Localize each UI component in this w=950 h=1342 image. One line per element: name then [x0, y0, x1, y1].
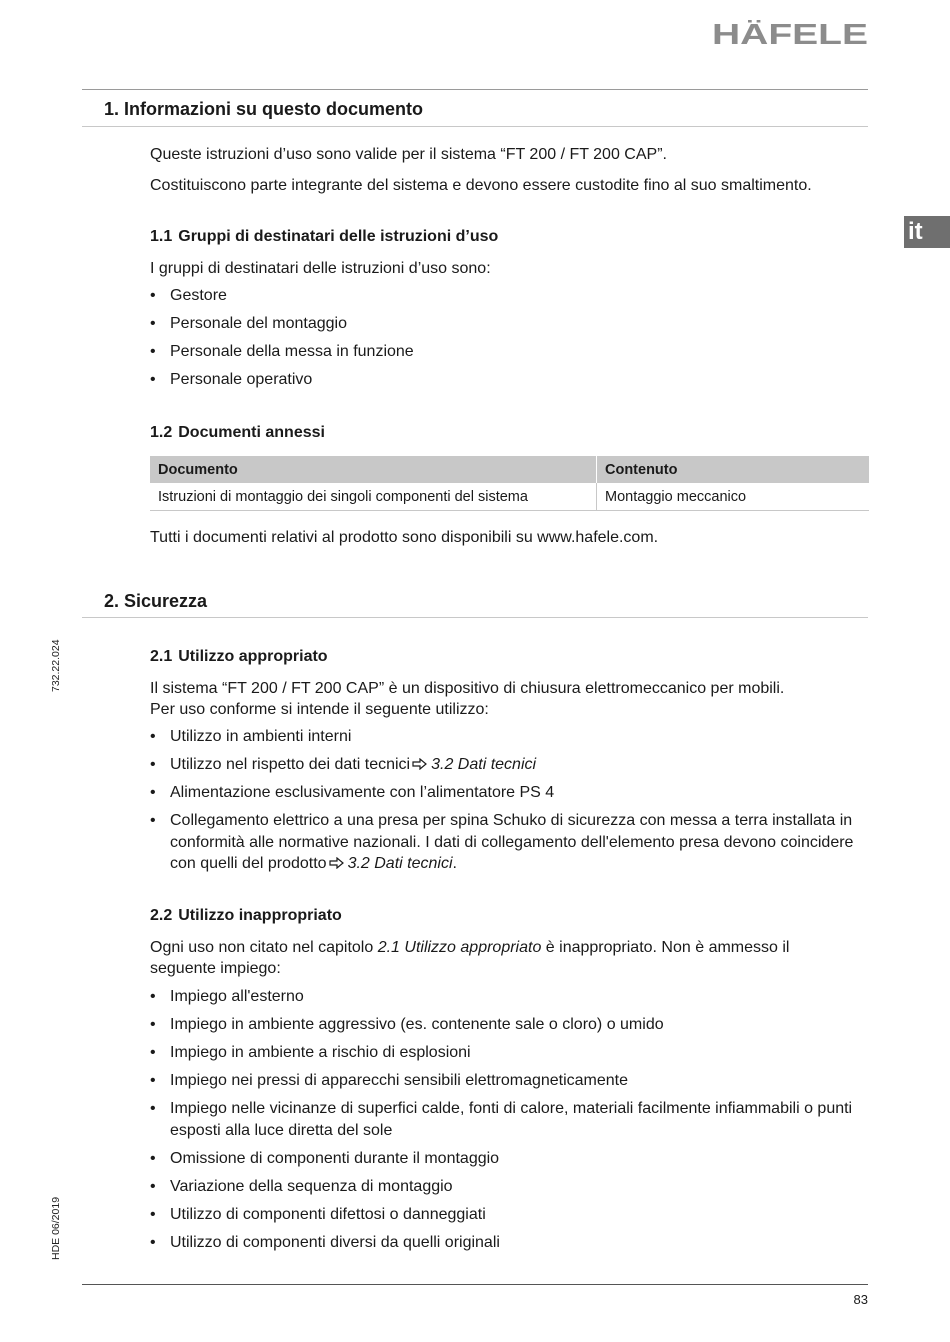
subsection-1-1-intro: I gruppi di destinatari delle istruzioni d’uso sono:: [150, 260, 491, 277]
section1-paragraph-1: Queste istruzioni d’uso sono valide per il sistema “FT 200 / FT 200 CAP”.: [150, 146, 667, 163]
list-item: • Utilizzo in ambienti interni: [150, 726, 870, 748]
hafele-logo: [712, 20, 868, 46]
section2-bottom-rule: [82, 617, 868, 618]
arrow-right-icon: [329, 853, 345, 875]
list-item: [150, 754, 870, 776]
subsection-number: 1.2: [150, 424, 173, 441]
subsection-2-1-intro: [150, 678, 870, 720]
inappropriate-use-list: [150, 986, 870, 1260]
subsection-number: 2.2: [150, 907, 173, 924]
subsection-number: 2.1: [150, 648, 173, 665]
intro-line-2: Per uso conforme si intende il seguente utilizzo:: [150, 701, 489, 718]
subsection-2-2-heading: [150, 907, 342, 925]
intro-line-1: Il sistema “FT 200 / FT 200 CAP” è un dispositivo di chiusura elettromeccanico per mobili.: [150, 680, 785, 697]
list-item: • Variazione della sequenza di montaggio: [150, 1176, 870, 1198]
page-number: 83: [853, 1292, 868, 1307]
intro-text: è inappropriato. Non è ammesso il seguente impiego:: [150, 939, 790, 977]
list-item-end: .: [452, 855, 457, 872]
list-item: • Impiego nelle vicinanze di superfici calde, fonti di calore, materiali facilmente infiammabili o punti esposti alla luce diretta del sole: [150, 1098, 870, 1141]
list-item: • Utilizzo di componenti difettosi o danneggiati: [150, 1204, 870, 1226]
cross-reference-link[interactable]: 3.2 Dati tecnici: [347, 855, 453, 872]
list-item: • Omissione di componenti durante il montaggio: [150, 1148, 870, 1170]
logo-text: HÄFELE: [712, 20, 828, 46]
table-cell: Montaggio meccanico: [597, 483, 870, 511]
documents-table: [150, 456, 869, 511]
doc-number-label: 732.22.024: [50, 639, 62, 692]
target-groups-list: [150, 285, 870, 397]
footer-rule: [82, 1284, 868, 1285]
list-item: [150, 810, 870, 875]
list-item: • Impiego nei pressi di apparecchi sensibili elettromagneticamente: [150, 1070, 870, 1092]
list-item: • Personale della messa in funzione: [150, 341, 870, 363]
arrow-right-icon: [412, 754, 428, 776]
subsection-title: Utilizzo appropriato: [178, 648, 328, 665]
list-item: • Impiego in ambiente a rischio di esplosioni: [150, 1042, 870, 1064]
list-item: • Personale del montaggio: [150, 313, 870, 335]
table-row: [150, 483, 869, 511]
subsection-title: Documenti annessi: [178, 424, 325, 441]
subsection-2-1-heading: [150, 648, 328, 666]
list-item: • Utilizzo di componenti diversi da quelli originali: [150, 1232, 870, 1254]
subsection-number: 1.1: [150, 228, 173, 245]
list-item: • Impiego in ambiente aggressivo (es. contenente sale o cloro) o umido: [150, 1014, 870, 1036]
section1-top-rule: [82, 89, 868, 90]
intro-text: Ogni uso non citato nel capitolo: [150, 939, 378, 956]
edition-label: HDE 06/2019: [50, 1196, 62, 1260]
subsection-title: Utilizzo inappropriato: [178, 907, 342, 924]
list-item: • Gestore: [150, 285, 870, 307]
appropriate-use-list: [150, 726, 870, 881]
section1-title: 1. Informazioni su questo documento: [104, 99, 424, 119]
subsection-1-2-heading: [150, 424, 325, 442]
list-item: • Alimentazione esclusivamente con l’alimentatore PS 4: [150, 782, 870, 804]
cross-reference-link[interactable]: 3.2 Dati tecnici: [431, 756, 537, 773]
section1-bottom-rule: [82, 126, 868, 127]
table-header-cell: Documento: [150, 456, 597, 483]
language-tab: it: [904, 216, 950, 248]
section2-title: 2. Sicurezza: [104, 591, 208, 611]
list-item-text: Utilizzo nel rispetto dei dati tecnici: [170, 756, 411, 773]
documents-note: Tutti i documenti relativi al prodotto sono disponibili su www.hafele.com.: [150, 529, 659, 546]
cross-reference-link[interactable]: 2.1 Utilizzo appropriato: [377, 939, 542, 956]
subsection-title: Gruppi di destinatari delle istruzioni d’uso: [178, 228, 499, 245]
list-item: • Personale operativo: [150, 369, 870, 391]
table-header-cell: Contenuto: [597, 456, 870, 483]
table-header-row: [150, 456, 869, 483]
subsection-2-2-intro: [150, 937, 840, 979]
section1-paragraph-2: Costituiscono parte integrante del sistema e devono essere custodite fino al suo smaltimento.: [150, 177, 812, 194]
list-item: • Impiego all'esterno: [150, 986, 870, 1008]
list-item-text: Collegamento elettrico a una presa per spina Schuko di sicurezza con messa a terra installata in conformità alle normative nazionali. I dati di collegamento dell'elemento presa devono coincidere con quelli del prodotto: [170, 812, 854, 872]
subsection-1-1-heading: [150, 228, 498, 246]
table-cell: Istruzioni di montaggio dei singoli componenti del sistema: [150, 483, 597, 511]
